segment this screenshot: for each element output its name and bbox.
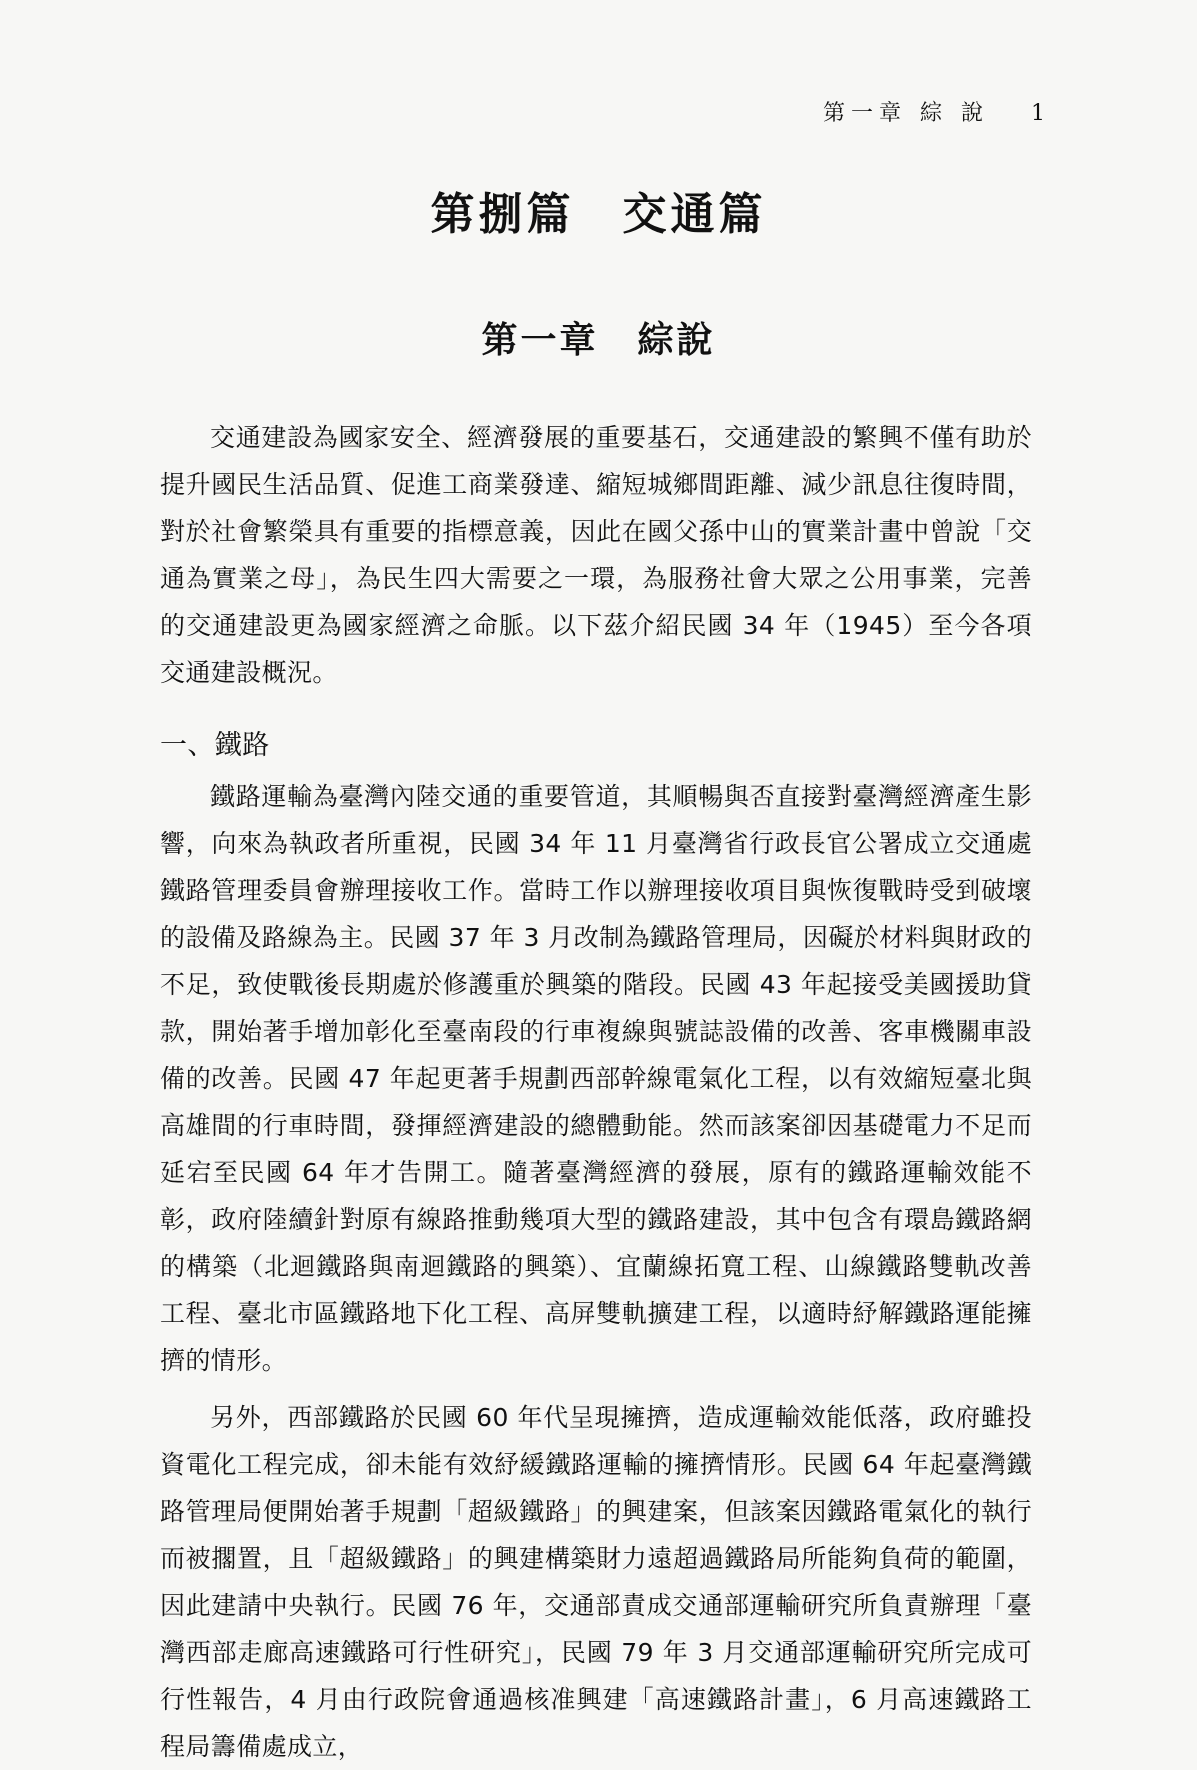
- body-text: [160, 414, 1032, 1770]
- part-title: 第捌篇 交通篇: [430, 189, 767, 240]
- railway-paragraph-1: 鐵路運輸為臺灣內陸交通的重要管道，其順暢與否直接對臺灣經濟產生影響，向來為執政者所重視，民國 34 年 11 月臺灣省行政長官公署成立交通處鐵路管理委員會辦理接收工作。當時工作以辦理接收項目與恢復戰時受到破壞的設備及路線為主。民國 37 年 3 月改制為鐵路管理局，因礙於材料與財政的不足，致使戰後長期處於修護重於興築的階段。民國 43 年起接受美國援助貸款，開始著手增加彰化至臺南段的行車複線與號誌設備的改善、客車機關車設備的改善。民國 47 年起更著手規劃西部幹線電氣化工程，以有效縮短臺北與高雄間的行車時間，發揮經濟建設的總體動能。然而該案卻因基礎電力不足而延宕至民國 64 年才告開工。隨著臺灣經濟的發展，原有的鐵路運輸效能不彰，政府陸續針對原有線路推動幾項大型的鐵路建設，其中包含有環島鐵路網的構築（北迴鐵路與南迴鐵路的興築）、宜蘭線拓寬工程、山線鐵路雙軌改善工程、臺北市區鐵路地下化工程、高屏雙軌擴建工程，以適時紓解鐵路運能擁擠的情形。: [160, 782, 1032, 1375]
- railway-paragraph-2: 另外，西部鐵路於民國 60 年代呈現擁擠，造成運輸效能低落，政府雖投資電化工程完成，卻未能有效紓緩鐵路運輸的擁擠情形。民國 64 年起臺灣鐵路管理局便開始著手規劃「超級鐵路」的興建案，但該案因鐵路電氣化的執行而被擱置，且「超級鐵路」的興建構築財力遠超過鐵路局所能夠負荷的範圍，因此建請中央執行。民國 76 年，交通部責成交通部運輸研究所負責辦理「臺灣西部走廊高速鐵路可行性研究」，民國 79 年 3 月交通部運輸研究所完成可行性報告，4 月由行政院會通過核准興建「高速鐵路計畫」，6 月高速鐵路工程局籌備處成立，: [160, 1403, 1032, 1761]
- section-heading-railway: 一、鐵路: [160, 730, 270, 761]
- running-header-chapter: 第一章 綜 說: [823, 101, 989, 126]
- chapter-title: 第一章 綜說: [481, 320, 716, 361]
- page-number: 1: [1031, 101, 1047, 126]
- intro-paragraph: 交通建設為國家安全、經濟發展的重要基石，交通建設的繁興不僅有助於提升國民生活品質、促進工商業發達、縮短城鄉間距離、減少訊息往復時間，對於社會繁榮具有重要的指標意義，因此在國父孫中山的實業計畫中曾說「交通為實業之母」，為民生四大需要之一環，為服務社會大眾之公用事業，完善的交通建設更為國家經濟之命脈。以下茲介紹民國 34 年（1945）至今各項交通建設概況。: [160, 423, 1032, 687]
- running-header: [823, 96, 1047, 127]
